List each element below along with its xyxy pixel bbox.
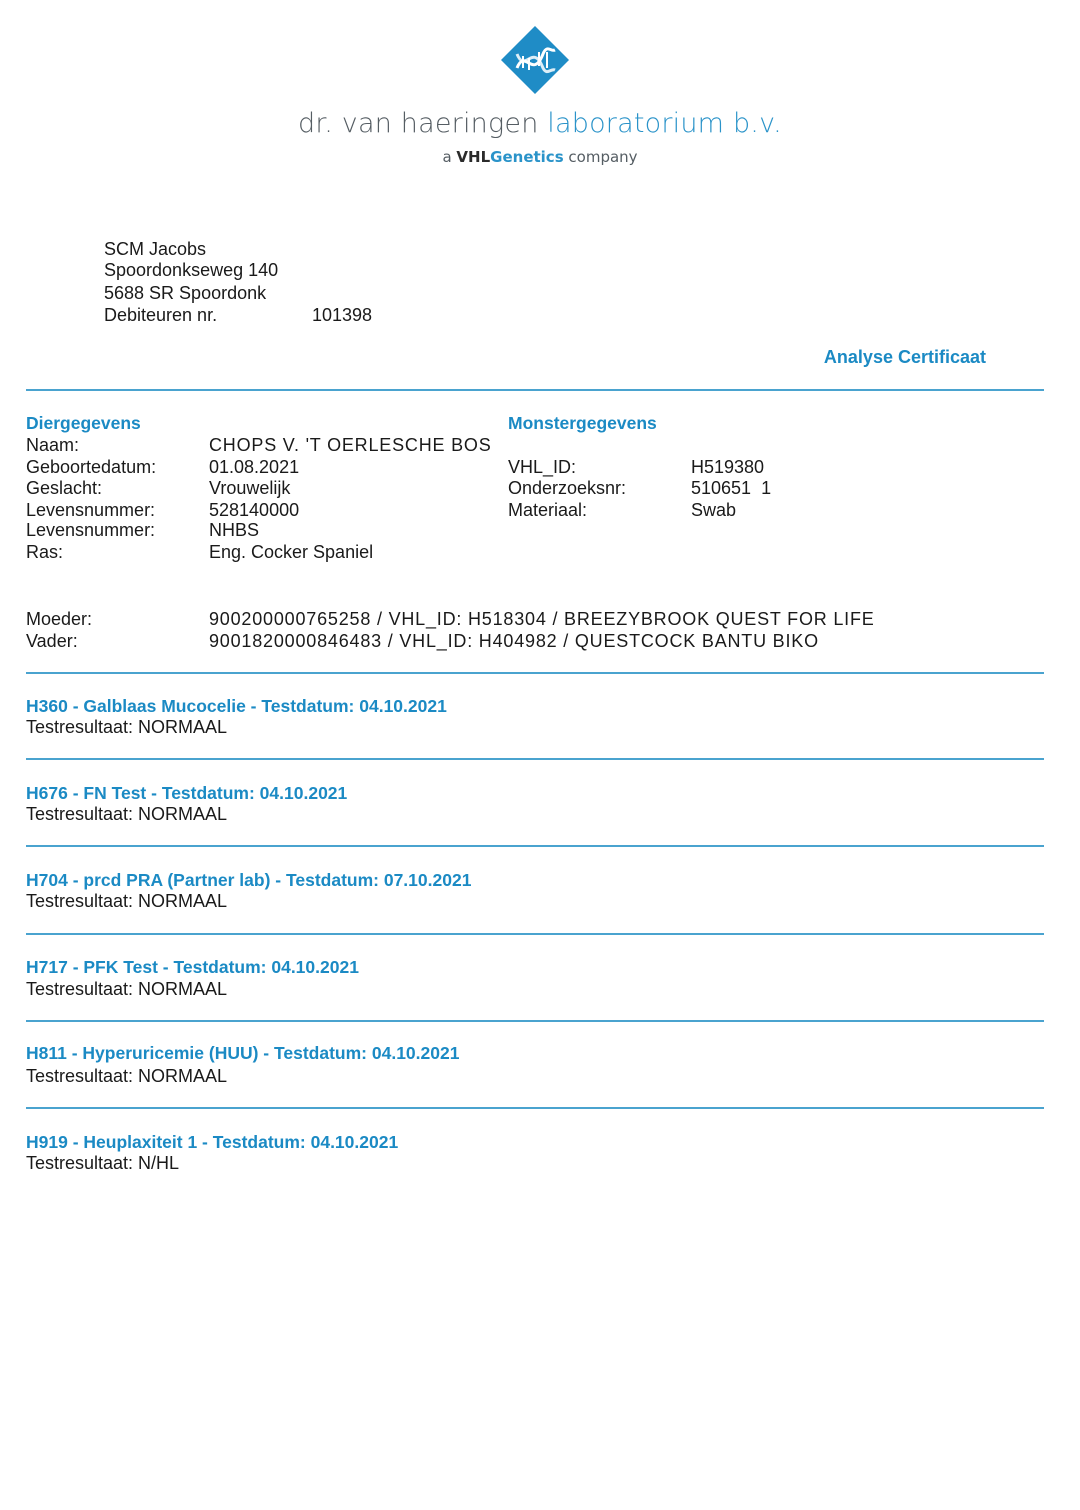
sample-value: 510651 1 xyxy=(691,478,772,498)
animal-value: 528140000 xyxy=(209,500,300,520)
animal-value: CHOPS V. 'T OERLESCHE BOS xyxy=(209,435,492,455)
debtor-value: 101398 xyxy=(312,305,373,325)
test-title: H676 - FN Test - Testdatum: 04.10.2021 xyxy=(26,783,348,803)
divider xyxy=(26,758,1044,760)
test-result: Testresultaat: NORMAAL xyxy=(26,717,228,737)
lab-name-main: dr. van haeringen xyxy=(298,108,548,139)
mother-label: Moeder: xyxy=(26,609,93,629)
divider xyxy=(26,1020,1044,1022)
lab-name-accent: laboratorium b.v. xyxy=(547,108,782,139)
divider xyxy=(26,933,1044,935)
animal-label: Naam: xyxy=(26,435,80,455)
test-title: H360 - Galblaas Mucocelie - Testdatum: 04.10.2021 xyxy=(26,696,447,716)
animal-label: Levensnummer: xyxy=(26,520,156,540)
test-result: Testresultaat: NORMAAL xyxy=(26,804,228,824)
sample-label: VHL_ID: xyxy=(508,457,577,477)
dna-helix-diamond-icon xyxy=(499,24,571,96)
animal-label: Geslacht: xyxy=(26,478,103,498)
lab-sub-suffix: company xyxy=(563,148,638,166)
test-title: H919 - Heuplaxiteit 1 - Testdatum: 04.10.2021 xyxy=(26,1132,399,1152)
brand-vhl: VHL xyxy=(456,148,491,166)
test-result: Testresultaat: NORMAAL xyxy=(26,979,228,999)
debtor-label: Debiteuren nr. xyxy=(104,305,218,325)
address-city: 5688 SR Spoordonk xyxy=(104,283,267,303)
lab-subtitle xyxy=(0,148,1080,166)
animal-label: Geboortedatum: xyxy=(26,457,157,477)
test-result: Testresultaat: NORMAAL xyxy=(26,1066,228,1086)
test-result: Testresultaat: NORMAAL xyxy=(26,891,228,911)
address-street: Spoordonkseweg 140 xyxy=(104,260,279,280)
animal-label: Levensnummer: xyxy=(26,500,156,520)
animal-label: Ras: xyxy=(26,542,64,562)
father-label: Vader: xyxy=(26,631,78,651)
test-title: H717 - PFK Test - Testdatum: 04.10.2021 xyxy=(26,957,359,977)
animal-heading: Diergegevens xyxy=(26,413,141,433)
test-title: H704 - prcd PRA (Partner lab) - Testdatum: 07.10.2021 xyxy=(26,870,472,890)
brand-genetics: Genetics xyxy=(490,148,564,166)
test-result: Testresultaat: N/HL xyxy=(26,1153,180,1173)
lab-sub-prefix: a xyxy=(442,148,457,166)
divider xyxy=(26,1107,1044,1109)
test-title: H811 - Hyperuricemie (HUU) - Testdatum: 04.10.2021 xyxy=(26,1043,460,1063)
animal-value: Eng. Cocker Spaniel xyxy=(209,542,374,562)
address-name: SCM Jacobs xyxy=(104,239,207,259)
animal-value: 01.08.2021 xyxy=(209,457,300,477)
father-value: 9001820000846483 / VHL_ID: H404982 / QUESTCOCK BANTU BIKO xyxy=(209,631,819,651)
divider xyxy=(26,845,1044,847)
mother-value: 900200000765258 / VHL_ID: H518304 / BREEZYBROOK QUEST FOR LIFE xyxy=(209,609,875,629)
sample-label: Materiaal: xyxy=(508,500,588,520)
sample-value: Swab xyxy=(691,500,737,520)
lab-name xyxy=(0,108,1080,139)
animal-value: NHBS xyxy=(209,520,260,540)
animal-value: Vrouwelijk xyxy=(209,478,291,498)
divider xyxy=(26,389,1044,391)
certificate-title: Analyse Certificaat xyxy=(823,347,986,367)
sample-heading: Monstergegevens xyxy=(508,413,657,433)
divider xyxy=(26,672,1044,674)
sample-value: H519380 xyxy=(691,457,765,477)
sample-label: Onderzoeksnr: xyxy=(508,478,627,498)
